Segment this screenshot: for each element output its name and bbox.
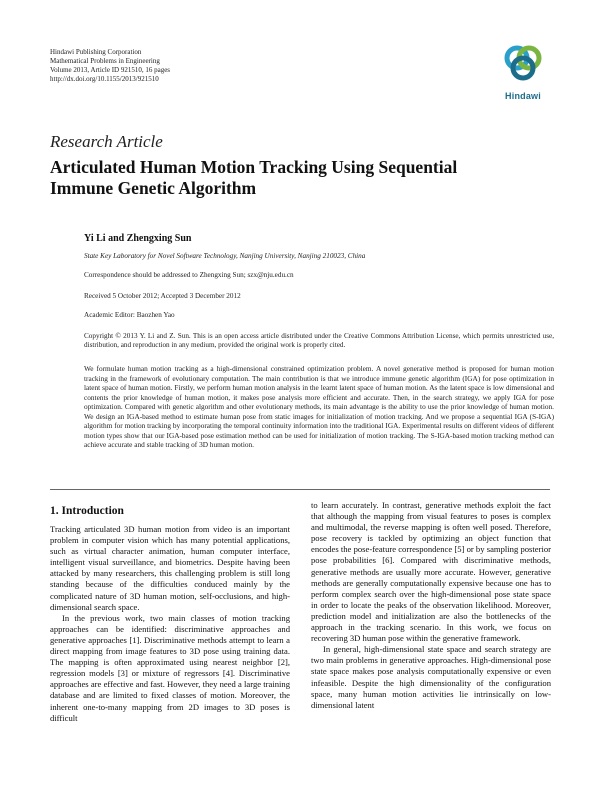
authors: Yi Li and Zhengxing Sun — [84, 233, 192, 244]
journal-header — [50, 48, 170, 84]
hindawi-logo-icon — [500, 44, 546, 84]
intro-paragraph-2: In the previous work, two main classes of motion tracking approaches can be identified: discriminative approaches and generative approaches [1]. Discriminative methods attempt to learn a direct mapping from image features to 3D pose using training data. The mapping is often approximated using nearest neighbor [2], regression models [3] or mixture of regressors [4]. Discriminative approaches are effective and fast. However, they need a large training database and are limited to fixed classes of motion. Moreover, the inherent one-to-many mapping from 2D images to 3D poses is difficult — [50, 612, 290, 723]
volume-line: Volume 2013, Article ID 921510, 16 pages — [50, 66, 171, 74]
section-heading: 1. Introduction — [50, 505, 124, 517]
article-type: Research Article — [50, 132, 163, 151]
divider — [50, 489, 550, 490]
left-column — [50, 524, 290, 724]
article-title: Articulated Human Motion Tracking Using Sequential Immune Genetic Algorithm — [50, 157, 458, 198]
journal-name-line: Mathematical Problems in Engineering — [50, 57, 160, 65]
academic-editor: Academic Editor: Baozhen Yao — [84, 311, 175, 319]
received-dates: Received 5 October 2012; Accepted 3 December 2012 — [84, 292, 241, 300]
intro-paragraph-3: to learn accurately. In contrast, generative methods exploit the fact that although the mapping from visual features to poses is complex and multimodal, the reverse mapping is often well posed. Therefore, pose recovery is tackled by optimizing an object function that encodes the pose-feature correspondence [5] or by sampling posterior pose probabilities [6]. Compared with discriminative methods, generative methods are usually more accurate. However, generative methods are generally computationally expensive because one has to perform complex search over the high-dimensional pose state space in order to locate the peaks of the observation likelihood. Moreover, prediction model and initialization are also the bottlenecks of the approach in the tracking scenario. In this work, we focus on recovering 3D human pose within the generative framework. — [311, 500, 551, 644]
right-column — [311, 500, 551, 711]
affiliation: State Key Laboratory for Novel Software Technology, Nanjing University, Nanjing 210023, China — [84, 252, 366, 260]
correspondence: Correspondence should be addressed to Zhengxing Sun; szx@nju.edu.cn — [84, 271, 294, 279]
hindawi-logo — [498, 44, 548, 104]
intro-paragraph-1: Tracking articulated 3D human motion from video is an important problem in computer vision which has many potential applications, such as virtual character animation, human computer interface, intelligent visual surveillance, and biometrics. Despite having been attacked by many researchers, this challenging problem is still long standing because of the difficulties conduced mainly by the complicated nature of 3D human motion, self-occlusions, and high-dimensional search space. — [50, 524, 290, 612]
abstract: We formulate human motion tracking as a high-dimensional constrained optimization problem. A novel generative method is proposed for human motion tracking in the framework of evolutionary computation. The main contribution is that we introduce immune genetic algorithm (IGA) for pose optimization in latent space of human motion. Firstly, we perform human motion analysis in the learnt latent space of human motion. As the latent space is low dimensional and contents the prior knowledge of human motion, it makes pose analysis more efficient and accurate. Then, in the search strategy, we apply IGA for pose optimization. Compared with genetic algorithm and other evolutionary methods, its main advantage is the ability to use the prior knowledge of human motion. We design an IGA-based method to estimate human pose from static images for initialization of motion tracking. And we propose a sequential IGA (S-IGA) algorithm for motion tracking by incorporating the temporal continuity information into the traditional IGA. Experimental results on different videos of different motion types show that our IGA-based pose estimation method can be used for initialization of motion tracking. The S-IGA-based motion tracking method can achieve accurate and stable tracking of 3D human motion. — [84, 364, 554, 449]
intro-paragraph-4: In general, high-dimensional state space and search strategy are two main problems in generative approaches. High-dimensional pose state space makes pose analysis computationally expensive or even infeasible. Despite the high dimensionality of the configuration space, many human motion activities lie intrinsically on low-dimensional latent — [311, 644, 551, 710]
publisher-line: Hindawi Publishing Corporation — [50, 48, 142, 56]
doi-line: http://dx.doi.org/10.1155/2013/921510 — [50, 75, 159, 83]
logo-text: Hindawi — [505, 91, 541, 101]
copyright-notice: Copyright © 2013 Y. Li and Z. Sun. This is an open access article distributed under the Creative Commons Attribution License, which permits unrestricted use, distribution, and reproduction in any medium, provided the original work is properly cited. — [84, 332, 554, 349]
